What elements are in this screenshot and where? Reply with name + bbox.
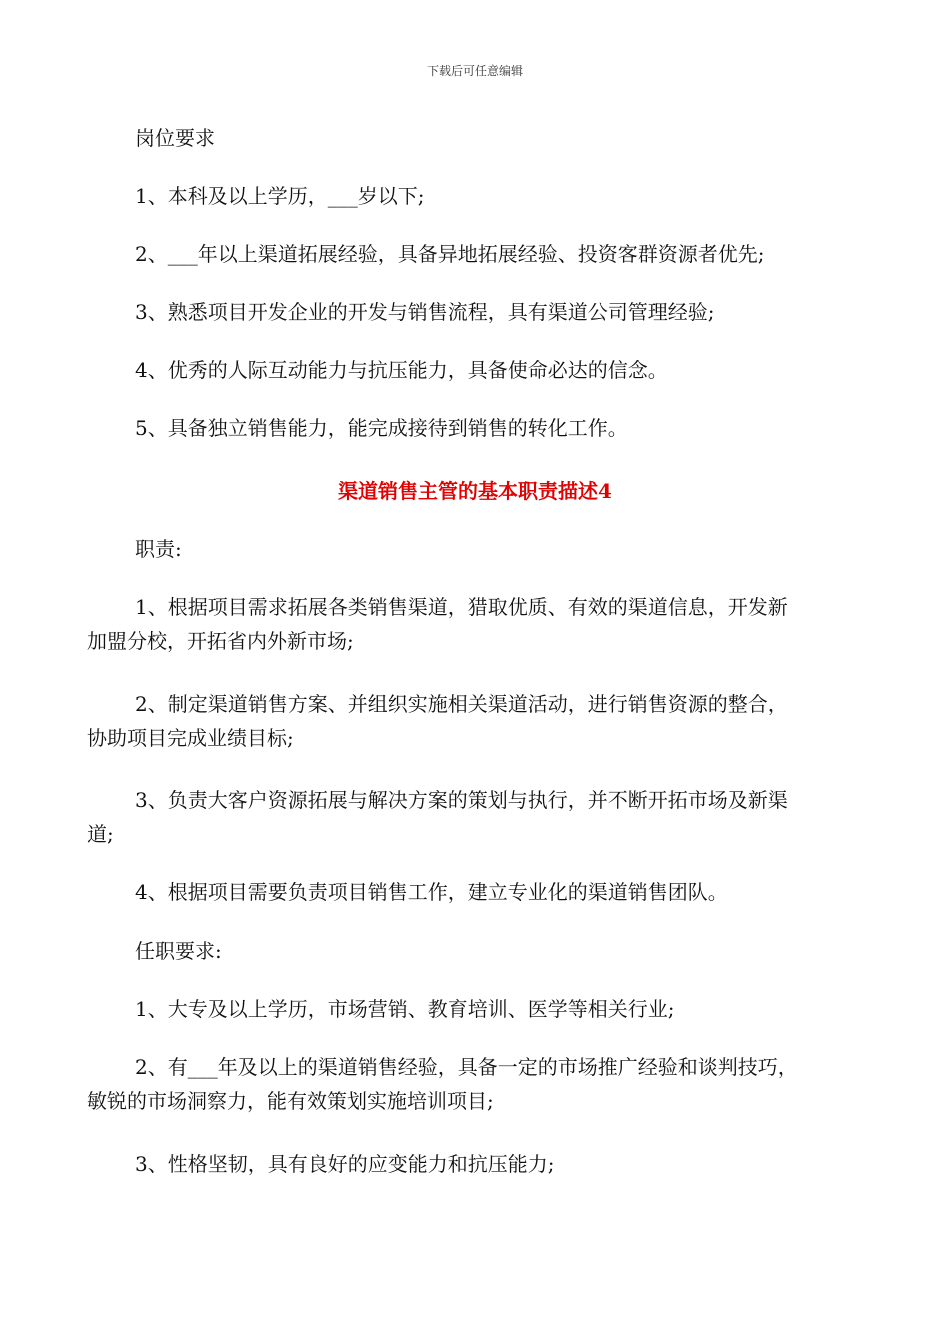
duty-item-3-line-1: 3、负责大客户资源拓展与解决方案的策划与执行，并不断开拓市场及新渠 — [135, 788, 788, 812]
section-heading-duties: 职责: — [135, 537, 182, 561]
requirement-item-2: 2、___年以上渠道拓展经验，具备异地拓展经验、投资客群资源者优先; — [135, 242, 765, 266]
page-header: 下载后可任意编辑 — [426, 64, 523, 78]
duty-item-2-line-2: 协助项目完成业绩目标; — [87, 726, 294, 750]
requirement-item-3: 3、熟悉项目开发企业的开发与销售流程，具有渠道公司管理经验; — [135, 300, 715, 324]
qualification-item-1: 1、大专及以上学历，市场营销、教育培训、医学等相关行业; — [135, 997, 675, 1021]
requirement-item-5: 5、具备独立销售能力，能完成接待到销售的转化工作。 — [135, 416, 628, 440]
section-heading-job-requirements: 岗位要求 — [135, 126, 215, 150]
section-title: 渠道销售主管的基本职责描述4 — [338, 479, 612, 503]
section-heading-qualifications: 任职要求: — [135, 939, 222, 963]
duty-item-2-line-1: 2、制定渠道销售方案、并组织实施相关渠道活动，进行销售资源的整合， — [135, 692, 788, 716]
duty-item-3-line-2: 道; — [87, 822, 114, 846]
qualification-item-2-line-1: 2、有___年及以上的渠道销售经验，具备一定的市场推广经验和谈判技巧， — [135, 1055, 798, 1079]
requirement-item-4: 4、优秀的人际互动能力与抗压能力，具备使命必达的信念。 — [135, 358, 668, 382]
duty-item-1-line-1: 1、根据项目需求拓展各类销售渠道，猎取优质、有效的渠道信息，开发新 — [135, 595, 788, 619]
qualification-item-2-line-2: 敏锐的市场洞察力，能有效策划实施培训项目; — [87, 1089, 494, 1113]
requirement-item-1: 1、本科及以上学历，___岁以下; — [135, 184, 425, 208]
duty-item-1-line-2: 加盟分校，开拓省内外新市场; — [87, 629, 354, 653]
duty-item-4: 4、根据项目需要负责项目销售工作，建立专业化的渠道销售团队。 — [135, 880, 728, 904]
qualification-item-3: 3、性格坚韧，具有良好的应变能力和抗压能力; — [135, 1152, 555, 1176]
